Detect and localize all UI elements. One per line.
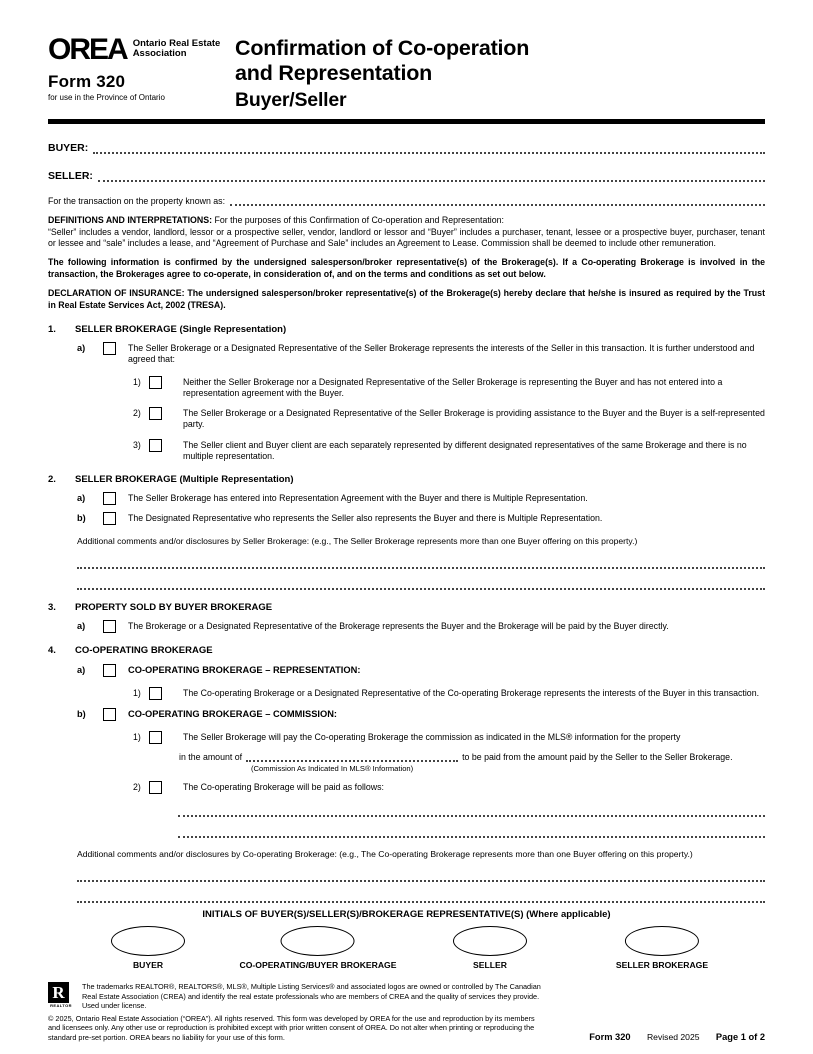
confirmation-paragraph: The following information is confirmed by the undersigned salesperson/broker representative(s) of the Brokerage(s). If a Co-operating Brokerage is involved in the transaction, the Brokerages agree to co-operate, in consideration of, and on the terms and conditions as set out below. [48, 257, 765, 279]
buyer-row [48, 142, 765, 154]
commission-amount-field[interactable] [246, 752, 458, 762]
property-address-field[interactable] [230, 195, 765, 206]
item-4b1-text: The Seller Brokerage will pay the Co-operating Brokerage the commission as indicated in the MLS® information for the property [183, 732, 681, 743]
initials-ellipse-seller-brokerage[interactable] [625, 926, 699, 956]
checkbox-4a1[interactable] [149, 687, 162, 700]
section3-number: 3. [48, 602, 56, 614]
checkbox-4a[interactable] [103, 664, 116, 677]
checkbox-3a[interactable] [103, 620, 116, 633]
definitions-heading: DEFINITIONS AND INTERPRETATIONS: [48, 215, 213, 226]
item-4b1 [133, 732, 765, 744]
section2-title-text: SELLER BROKERAGE (Multiple Representation) [75, 474, 294, 486]
section4-title-text: CO-OPERATING BROKERAGE [75, 645, 213, 657]
seller-comments-line-1[interactable] [77, 554, 765, 569]
checkbox-1a[interactable] [103, 342, 116, 355]
definitions-intro: For the purposes of this Confirmation of Co-operation and Representation: [214, 215, 504, 226]
item-1a-letter: a) [77, 343, 86, 354]
item-2b-text: The Designated Representative who represents the Seller also represents the Buyer and there is Multiple Representation. [128, 513, 603, 524]
section1-title [48, 324, 765, 335]
trademark-text: The trademarks REALTOR®, REALTORS®, MLS®, Multiple Listing Services® and associated logos are owned or controlled by The Canadian Real Estate Association (CREA) and identify the real estate professionals who are members of CREA and the quality of services they provide. Used under license. [82, 982, 541, 1011]
section1-title-text: SELLER BROKERAGE (Single Representation) [75, 324, 287, 336]
coop-comments-line-1[interactable] [77, 867, 765, 882]
item-1a3-text: The Seller client and Buyer client are each separately represented by different designated representatives of the same Brokerage and there is no multiple representation. [183, 439, 747, 461]
section4-title [48, 645, 765, 656]
declaration-paragraph [48, 288, 765, 311]
org-name-line2: Association [132, 48, 187, 60]
item-1a1-text: Neither the Seller Brokerage nor a Designated Representative of the Seller Brokerage is representing the Buyer and has not entered into a representation agreement with the Buyer. [183, 376, 723, 398]
item-1a-text: The Seller Brokerage or a Designated Representative of the Seller Brokerage represents the interests of the Seller in this transaction. It is further understood and agreed that: [128, 343, 755, 365]
item-2a [77, 493, 765, 505]
checkbox-4b1[interactable] [149, 731, 162, 744]
item-1a [77, 343, 765, 366]
item-4b-letter: b) [77, 709, 86, 720]
item-4a1 [133, 688, 765, 700]
declaration-heading: DECLARATION OF INSURANCE: [48, 288, 185, 299]
item-1a3-number: 3) [133, 439, 141, 450]
item-3a [77, 621, 765, 633]
item-4b2-number: 2) [133, 782, 141, 793]
item-1a3 [133, 440, 765, 463]
seller-comments-label: Additional comments and/or disclosures by Seller Brokerage: (e.g., The Seller Brokerage represents more than one Buyer offering on this property.) [77, 536, 638, 547]
item-2b [77, 513, 765, 525]
section4-number: 4. [48, 645, 56, 657]
checkbox-1a1[interactable] [149, 376, 162, 389]
commission-note: (Commission As Indicated In MLS® Information) [251, 764, 414, 774]
seller-label: SELLER: [48, 170, 93, 183]
checkbox-2b[interactable] [103, 512, 116, 525]
form-number: Form 320 [48, 72, 126, 91]
coop-paid-line-2[interactable] [178, 823, 765, 838]
item-4a1-text: The Co-operating Brokerage or a Designated Representative of the Co-operating Brokerage represents the interests of the Buyer in this transaction. [183, 688, 760, 699]
definitions-heading-line [48, 215, 765, 226]
coop-comments-label: Additional comments and/or disclosures by Co-operating Brokerage: (e.g., The Co-operating Brokerage represents more than one Buyer offering on this property.) [77, 849, 693, 860]
seller-comments-line-2[interactable] [77, 575, 765, 590]
item-4b [77, 709, 765, 721]
org-name-line1: Ontario Real Estate [132, 38, 221, 49]
item-1a1 [133, 377, 765, 400]
copyright-text: © 2025, Ontario Real Estate Association (“OREA”). All rights reserved. This form was developed by OREA for the use and reproduction by its members and licensees only. Any other use or reproduction is prohibited except with prior written consent of OREA. Do not alter when printing or reproducing the standard pre-set portion. OREA bears no liability for your use of this form. [48, 1013, 535, 1042]
footer-revised: Revised 2025 [646, 1032, 700, 1042]
form-title-line2: and Representation [235, 61, 433, 86]
amount-suffix: to be paid from the amount paid by the Seller to the Seller Brokerage. [462, 752, 733, 763]
checkbox-4b[interactable] [103, 708, 116, 721]
section1-number: 1. [48, 324, 56, 336]
item-4b2-text: The Co-operating Brokerage will be paid as follows: [183, 782, 384, 793]
amount-prefix: in the amount of [179, 752, 243, 763]
section3-title [48, 602, 765, 613]
form-reference [575, 1032, 765, 1042]
buyer-name-field[interactable] [93, 143, 765, 154]
item-4b2 [133, 782, 765, 794]
initials-ellipse-buyer[interactable] [111, 926, 185, 956]
initials-label-seller-brokerage: SELLER BROKERAGE [615, 960, 709, 971]
realtor-logo-word: REALTOR [50, 1003, 72, 1009]
initials-row [48, 926, 765, 978]
item-4a1-number: 1) [133, 688, 141, 699]
initials-label-coop-buyer-brokerage: CO-OPERATING/BUYER BROKERAGE [239, 960, 397, 971]
checkbox-4b2[interactable] [149, 781, 162, 794]
seller-row [48, 170, 765, 182]
item-4b1-number: 1) [133, 732, 141, 743]
initials-ellipse-coop-buyer-brokerage[interactable] [281, 926, 355, 956]
item-2a-letter: a) [77, 493, 86, 504]
form-title-line3: Buyer/Seller [235, 89, 347, 112]
item-4a-heading: CO-OPERATING BROKERAGE – REPRESENTATION: [128, 665, 361, 676]
coop-paid-line-1[interactable] [178, 802, 765, 817]
footer-form-number: Form 320 [589, 1032, 631, 1042]
buyer-label: BUYER: [48, 142, 89, 155]
checkbox-2a[interactable] [103, 492, 116, 505]
initials-ellipse-seller[interactable] [453, 926, 527, 956]
item-4a-letter: a) [77, 665, 86, 676]
header [48, 33, 765, 112]
section2-number: 2. [48, 474, 56, 486]
section3-title-text: PROPERTY SOLD BY BUYER BROKERAGE [75, 602, 273, 614]
initials-label-buyer: BUYER [132, 960, 164, 971]
item-4a [77, 665, 765, 677]
property-label: For the transaction on the property known as: [48, 196, 226, 207]
item-3a-text: The Brokerage or a Designated Representative of the Brokerage represents the Buyer and the Brokerage will be paid by the Buyer directly. [128, 621, 669, 632]
initials-label-seller: SELLER [473, 960, 507, 971]
realtor-logo-r: R [48, 982, 69, 1003]
footer-page: Page 1 of 2 [715, 1032, 765, 1042]
seller-name-field[interactable] [98, 171, 765, 182]
realtor-logo [48, 982, 74, 1008]
checkbox-1a3[interactable] [149, 439, 162, 452]
initials-heading: INITIALS OF BUYER(S)/SELLER(S)/BROKERAGE REPRESENTATIVE(S) (Where applicable) [202, 909, 611, 921]
coop-comments-line-2[interactable] [77, 888, 765, 903]
commission-amount-row [179, 752, 765, 762]
item-2a-text: The Seller Brokerage has entered into Representation Agreement with the Buyer and there is Multiple Representation. [128, 493, 588, 504]
item-3a-letter: a) [77, 621, 86, 632]
form-use-note: for use in the Province of Ontario [48, 93, 165, 102]
checkbox-1a2[interactable] [149, 407, 162, 420]
header-divider [48, 119, 765, 124]
item-1a2-number: 2) [133, 408, 141, 419]
item-1a2 [133, 408, 765, 431]
bottom-cluster [48, 909, 765, 1042]
item-1a2-text: The Seller Brokerage or a Designated Representative of the Seller Brokerage is providing assistance to the Buyer and the Buyer is a self-represented party. [183, 408, 765, 430]
section2-title [48, 474, 765, 485]
declaration-body: The undersigned salesperson/broker representative(s) of the Brokerage(s) hereby declare that he/she is insured as required by the Trust in Real Estate Services Act, 2002 (TRESA). [48, 288, 765, 310]
property-row [48, 195, 765, 206]
definitions-body: “Seller” includes a vendor, landlord, lessor or a prospective seller, vendor, landlord or lessor and “Buyer” includes a purchaser, tenant, lessee or a prospective buyer, purchaser, tenant or lessee and “sale” includes a lease, and “Agreement of Purchase and Sale” includes an Agreement to Lease. Commission shall be deemed to include other remuneration. [48, 226, 765, 248]
orea-logo: OREA [48, 33, 127, 66]
item-1a1-number: 1) [133, 376, 141, 387]
item-4b-heading: CO-OPERATING BROKERAGE – COMMISSION: [128, 709, 338, 720]
form-title-line1: Confirmation of Co-operation [235, 36, 530, 60]
item-2b-letter: b) [77, 513, 86, 524]
